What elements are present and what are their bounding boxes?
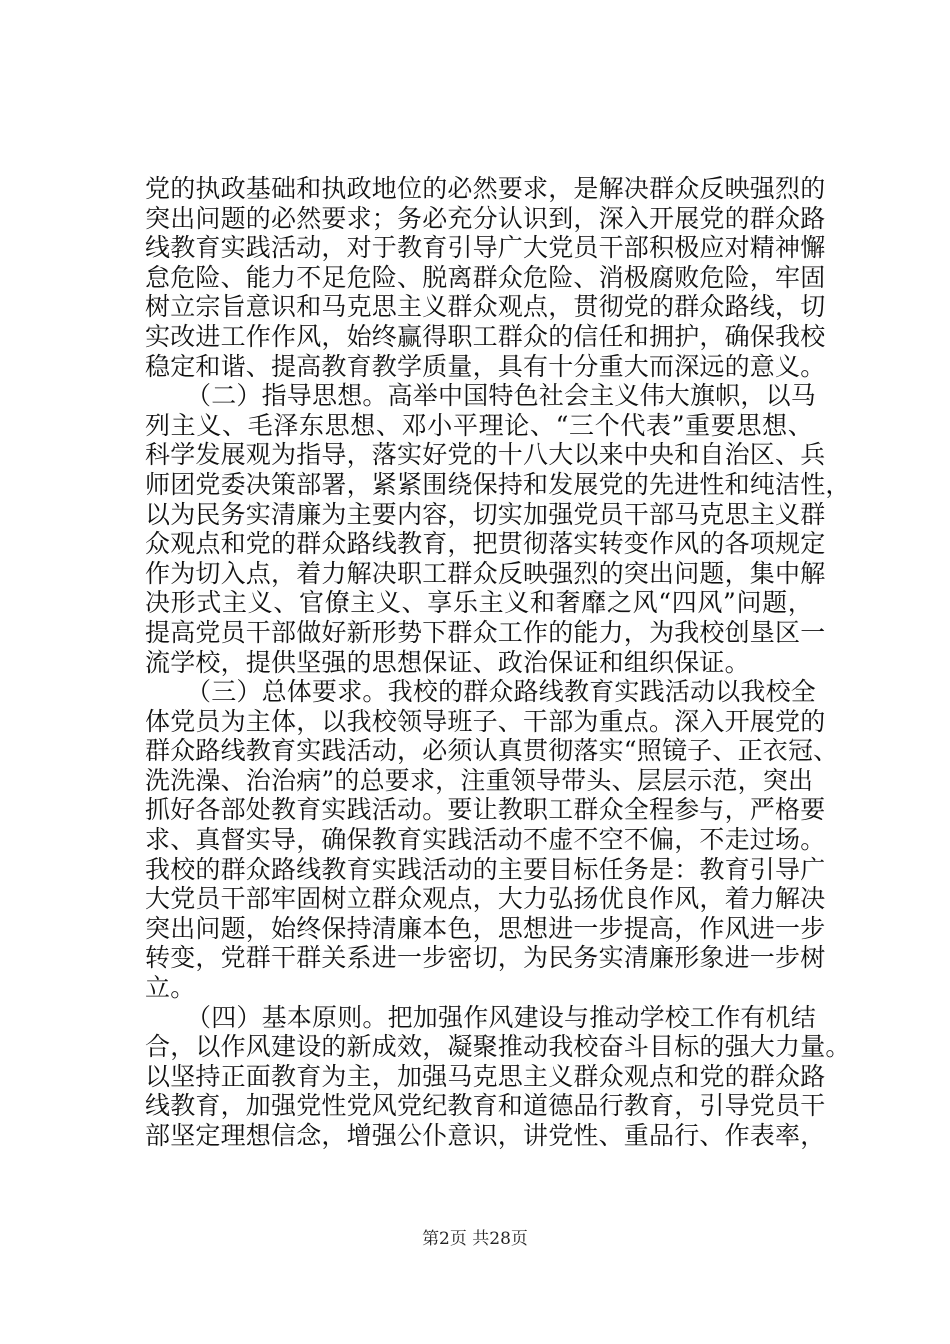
text-line: （三）总体要求。我校的群众路线教育实践活动以我校全 [186, 677, 817, 707]
page-number-footer: 第2页 共28页 [422, 1229, 528, 1249]
text-line: 线教育，加强党性党风党纪教育和道德品行教育，引导党员干 [145, 1091, 826, 1121]
text-line: 党的执政基础和执政地位的必然要求，是解决群众反映强烈的 [145, 174, 826, 203]
text-line: 洗洗澡、治治病”的总要求，注重领导带头、层层示范，突出 [145, 765, 814, 795]
text-line: 众观点和党的群众路线教育，把贯彻落实转变作风的各项规定 [145, 529, 826, 559]
text-line: 抓好各部处教育实践活动。要让教职工群众全程参与，严格要 [145, 795, 826, 825]
text-line: 我校的群众路线教育实践活动的主要目标任务是：教育引导广 [145, 854, 826, 884]
text-line: 线教育实践活动，对于教育引导广大党员干部积极应对精神懈 [145, 233, 826, 263]
text-line: 转变，党群干群关系进一步密切，为民务实清廉形象进一步树 [145, 943, 826, 973]
document-body [145, 174, 851, 1151]
text-line: 求、真督实导，确保教育实践活动不虚不空不偏，不走过场。 [145, 825, 826, 855]
text-line: （二）指导思想。高举中国特色社会主义伟大旗帜，以马 [186, 381, 817, 411]
text-line: 树立宗旨意识和马克思主义群众观点，贯彻党的群众路线，切 [145, 292, 826, 322]
text-line: 师团党委决策部署，紧紧围绕保持和发展党的先进性和纯洁性， [145, 469, 851, 499]
text-line: 列主义、毛泽东思想、邓小平理论、“三个代表”重要思想、 [145, 410, 813, 440]
text-line: 大党员干部牢固树立群众观点，大力弘扬优良作风，着力解决 [145, 884, 826, 914]
text-line: 作为切入点，着力解决职工群众反映强烈的突出问题，集中解 [145, 558, 826, 588]
text-line: 群众路线教育实践活动，必须认真贯彻落实“照镜子、正衣冠、 [145, 736, 839, 766]
text-line: 立。 [145, 973, 196, 1003]
text-line: 决形式主义、官僚主义、享乐主义和奢靡之风“四风”问题， [145, 588, 813, 618]
text-line: 体党员为主体，以我校领导班子、干部为重点。深入开展党的 [145, 706, 826, 736]
text-line: 实改进工作作风，始终赢得职工群众的信任和拥护，确保我校 [145, 321, 826, 351]
text-line: 科学发展观为指导，落实好党的十八大以来中央和自治区、兵 [145, 440, 826, 470]
text-line: 以坚持正面教育为主，加强马克思主义群众观点和党的群众路 [145, 1061, 826, 1091]
text-line: 怠危险、能力不足危险、脱离群众危险、消极腐败危险，牢固 [145, 262, 826, 292]
text-line: 流学校，提供坚强的思想保证、政治保证和组织保证。 [145, 647, 750, 677]
text-line: 突出问题，始终保持清廉本色，思想进一步提高，作风进一步 [145, 913, 826, 943]
text-line: 稳定和谐、提高教育教学质量，具有十分重大而深远的意义。 [145, 351, 826, 381]
text-line: （四）基本原则。把加强作风建设与推动学校工作有机结 [186, 1002, 817, 1032]
text-line: 部坚定理想信念，增强公仆意识，讲党性、重品行、作表率， [145, 1121, 826, 1150]
text-line: 突出问题的必然要求；务必充分认识到，深入开展党的群众路 [145, 203, 826, 233]
text-line: 以为民务实清廉为主要内容，切实加强党员干部马克思主义群 [145, 499, 826, 529]
text-line: 合，以作风建设的新成效，凝聚推动我校奋斗目标的强大力量。 [145, 1032, 851, 1062]
text-line: 提高党员干部做好新形势下群众工作的能力，为我校创垦区一 [145, 617, 826, 647]
